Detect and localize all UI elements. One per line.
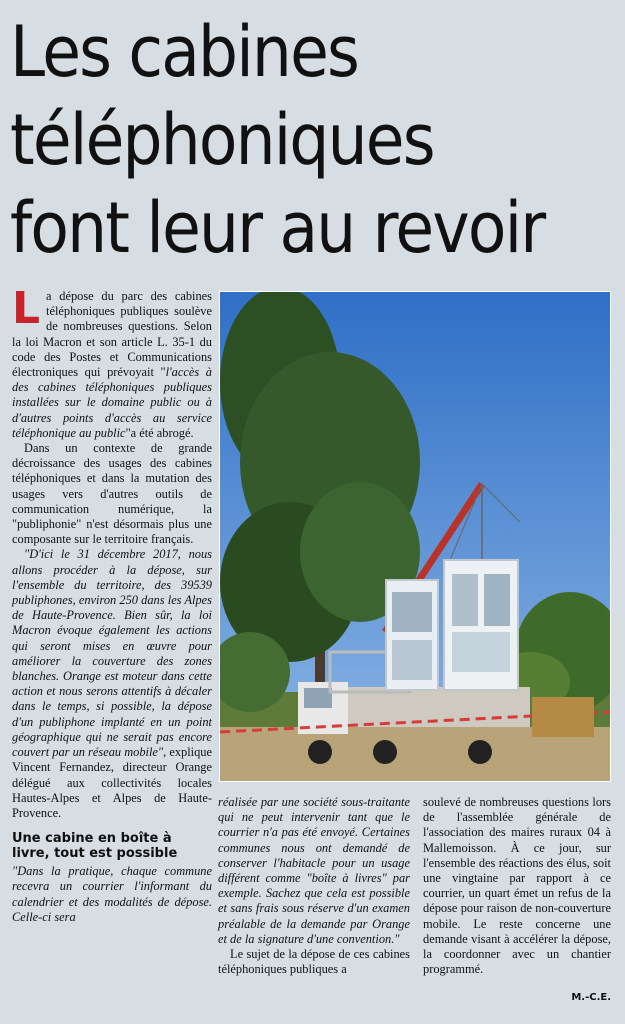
author-signature: M.-C.E.	[571, 992, 611, 1003]
text-column-1	[12, 283, 212, 925]
paragraph-intro: La dépose du parc des cabines téléphoniques publiques soulève de nombreuses questions. Selon la loi Macron et son article L. 35-1 du code des Postes et Communications électroniques qui prévoyait "l'accès à des cabines téléphoniques publiques installées sur le domaine public ou à d'autres points d'accès au service téléphonique au public"a été abrogé.	[12, 283, 212, 440]
headline-line-3: font leur au revoir	[10, 187, 545, 269]
paragraph-assembly: soulevé de nombreuses questions lors de l'assemblée générale de l'association des maires ruraux 04 à Mallemoisson. À ce jour, sur l'ensemble des réactions des élus, soit une vingtaine par rapport à ce courrier, un quart émet un refus de la dépose pour raison de non-couverture mobile. Le reste concerne une demande visant à accélérer la dépose, la coordonner avec un chantier programmé.	[423, 795, 611, 977]
section-subheading: Une cabine en boîte à livre, tout est possible	[12, 831, 178, 862]
phone-booth-removal-photo	[219, 291, 611, 782]
paragraph-practice-quote: "Dans la pratique, chaque commune recevra un courrier l'informant du calendrier et des modalités de dépose. Celle-ci sera	[12, 864, 212, 924]
text-column-3	[423, 795, 611, 977]
headline-line-2: téléphoniques	[10, 99, 434, 181]
paragraph-orange-quote: "D'ici le 31 décembre 2017, nous allons procéder à la dépose, sur l'ensemble du territoire, des 39539 publiphones, environ 250 dans les Alpes de Haute-Provence. Bien sûr, la loi Macron évoque également les actions qui seront mises en œuvre pour améliorer la couverture des zones blanches. Orange est moteur dans cette action et nous serons attentifs à décaler dans le temps, si possible, la dépose d'un publiphone implanté en un point géographique qui ne serait pas encore couvert par un réseau mobile", explique Vincent Fernandez, directeur Orange délégué aux collectivités locales Hautes-Alpes et Alpes de Haute-Provence.	[12, 547, 212, 820]
text-column-2	[218, 795, 410, 977]
headline-line-1: Les cabines	[10, 11, 359, 93]
paragraph-quote-continued: réalisée par une société sous-traitante qui ne peut intervenir tant que le courrier n'a pas été envoyé. Certaines communes nous ont demandé de conserver l'habitacle pour un usage différent comme "boîte à livres" par exemple. Sachez que cela est possible et sans frais sous réserve d'un examen préalable de la demande par Orange et de la signature d'une convention."	[218, 795, 410, 946]
drop-cap: L	[12, 283, 41, 334]
paragraph-context: Dans un contexte de grande décroissance des usages des cabines téléphoniques et dans la mutation des usages vers d'autres outils de communication numérique, la "publiphonie" n'est désormais plus une composante sur le territoire français.	[12, 441, 212, 547]
article-headline	[10, 8, 559, 272]
paragraph-subject: Le sujet de la dépose de ces cabines téléphoniques publiques a	[218, 947, 410, 977]
